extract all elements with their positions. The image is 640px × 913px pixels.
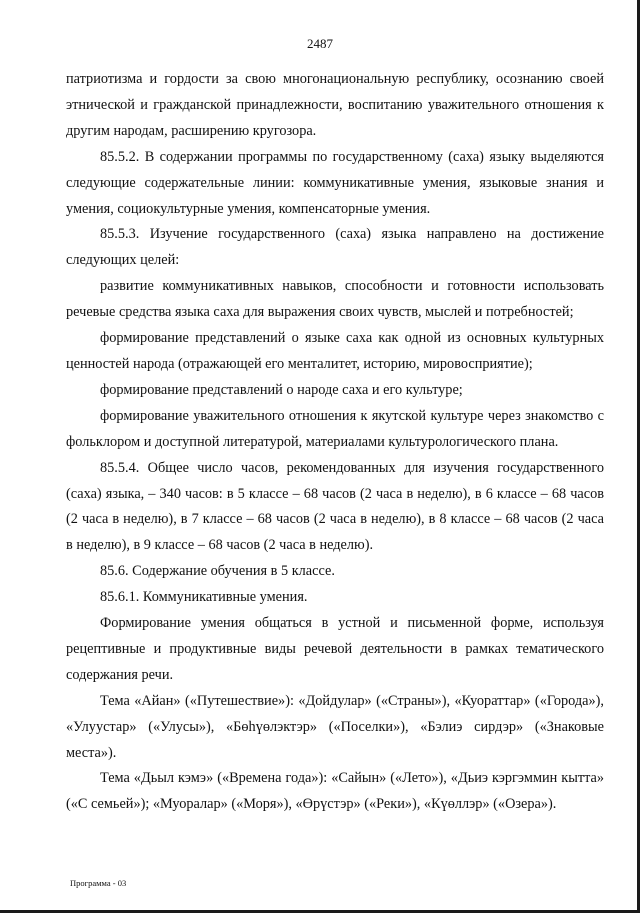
paragraph: Тема «Дьыл кэмэ» («Времена года»): «Сайын» («Лето»), «Дьиэ кэргэммин кытта» («С семьей»); «Муоралар» («Моря»), «Өрүстэр» («Реки»), «Күөллэр» («Озера»). bbox=[66, 770, 604, 813]
paragraph: 85.5.3. Изучение государственного (саха) языка направлено на достижение следующих целей: bbox=[66, 226, 604, 269]
paragraph: формирование уважительного отношения к якутской культуре через знакомство с фольклором и доступной литературой, материалами культурологического плана. bbox=[66, 407, 604, 450]
paragraph: 85.5.2. В содержании программы по государственному (саха) языку выделяются следующие содержательные линии: коммуникативные умения, языковые знания и умения, социокультурные умения, компенсаторные умения. bbox=[66, 148, 604, 217]
paragraph: Тема «Айан» («Путешествие»): «Дойдулар» («Страны»), «Куораттар» («Города»), «Улуустар» («Улусы»), «Бөһүөлэктэр» («Поселки»), «Бэлиэ сирдэр» («Знаковые места»). bbox=[66, 692, 604, 761]
footer-label: Программа - 03 bbox=[70, 878, 127, 888]
paragraph: 85.6. Содержание обучения в 5 классе. bbox=[100, 563, 335, 580]
page-number: 2487 bbox=[307, 36, 333, 51]
paragraph: развитие коммуникативных навыков, способности и готовности использовать речевые средства языка саха для выражения своих чувств, мыслей и потребностей; bbox=[66, 278, 604, 321]
document-body bbox=[66, 67, 604, 818]
paragraph: Формирование умения общаться в устной и письменной форме, используя рецептивные и продуктивные виды речевой деятельности в рамках тематического содержания речи. bbox=[66, 615, 604, 683]
paragraph: 85.5.4. Общее число часов, рекомендованных для изучения государственного (саха) языка, – 340 часов: в 5 классе – 68 часов (2 часа в неделю), в 6 классе – 68 часов (2 часа в неделю), в 7 классе – 68 часов (2 часа в неделю), в 8 классе – 68 часов (2 часа в неделю), в 9 классе – 68 часов (2 часа в неделю). bbox=[66, 459, 604, 554]
paragraph: 85.6.1. Коммуникативные умения. bbox=[100, 589, 308, 606]
paragraph: патриотизма и гордости за свою многонациональную республику, осознанию своей этнической и гражданской принадлежности, воспитанию уважительного отношения к другим народам, расширению кругозора. bbox=[66, 71, 604, 139]
paragraph: формирование представлений о языке саха как одной из основных культурных ценностей народа (отражающей его менталитет, историю, мировосприятие); bbox=[66, 330, 604, 372]
paragraph: формирование представлений о народе саха и его культуре; bbox=[100, 381, 463, 398]
